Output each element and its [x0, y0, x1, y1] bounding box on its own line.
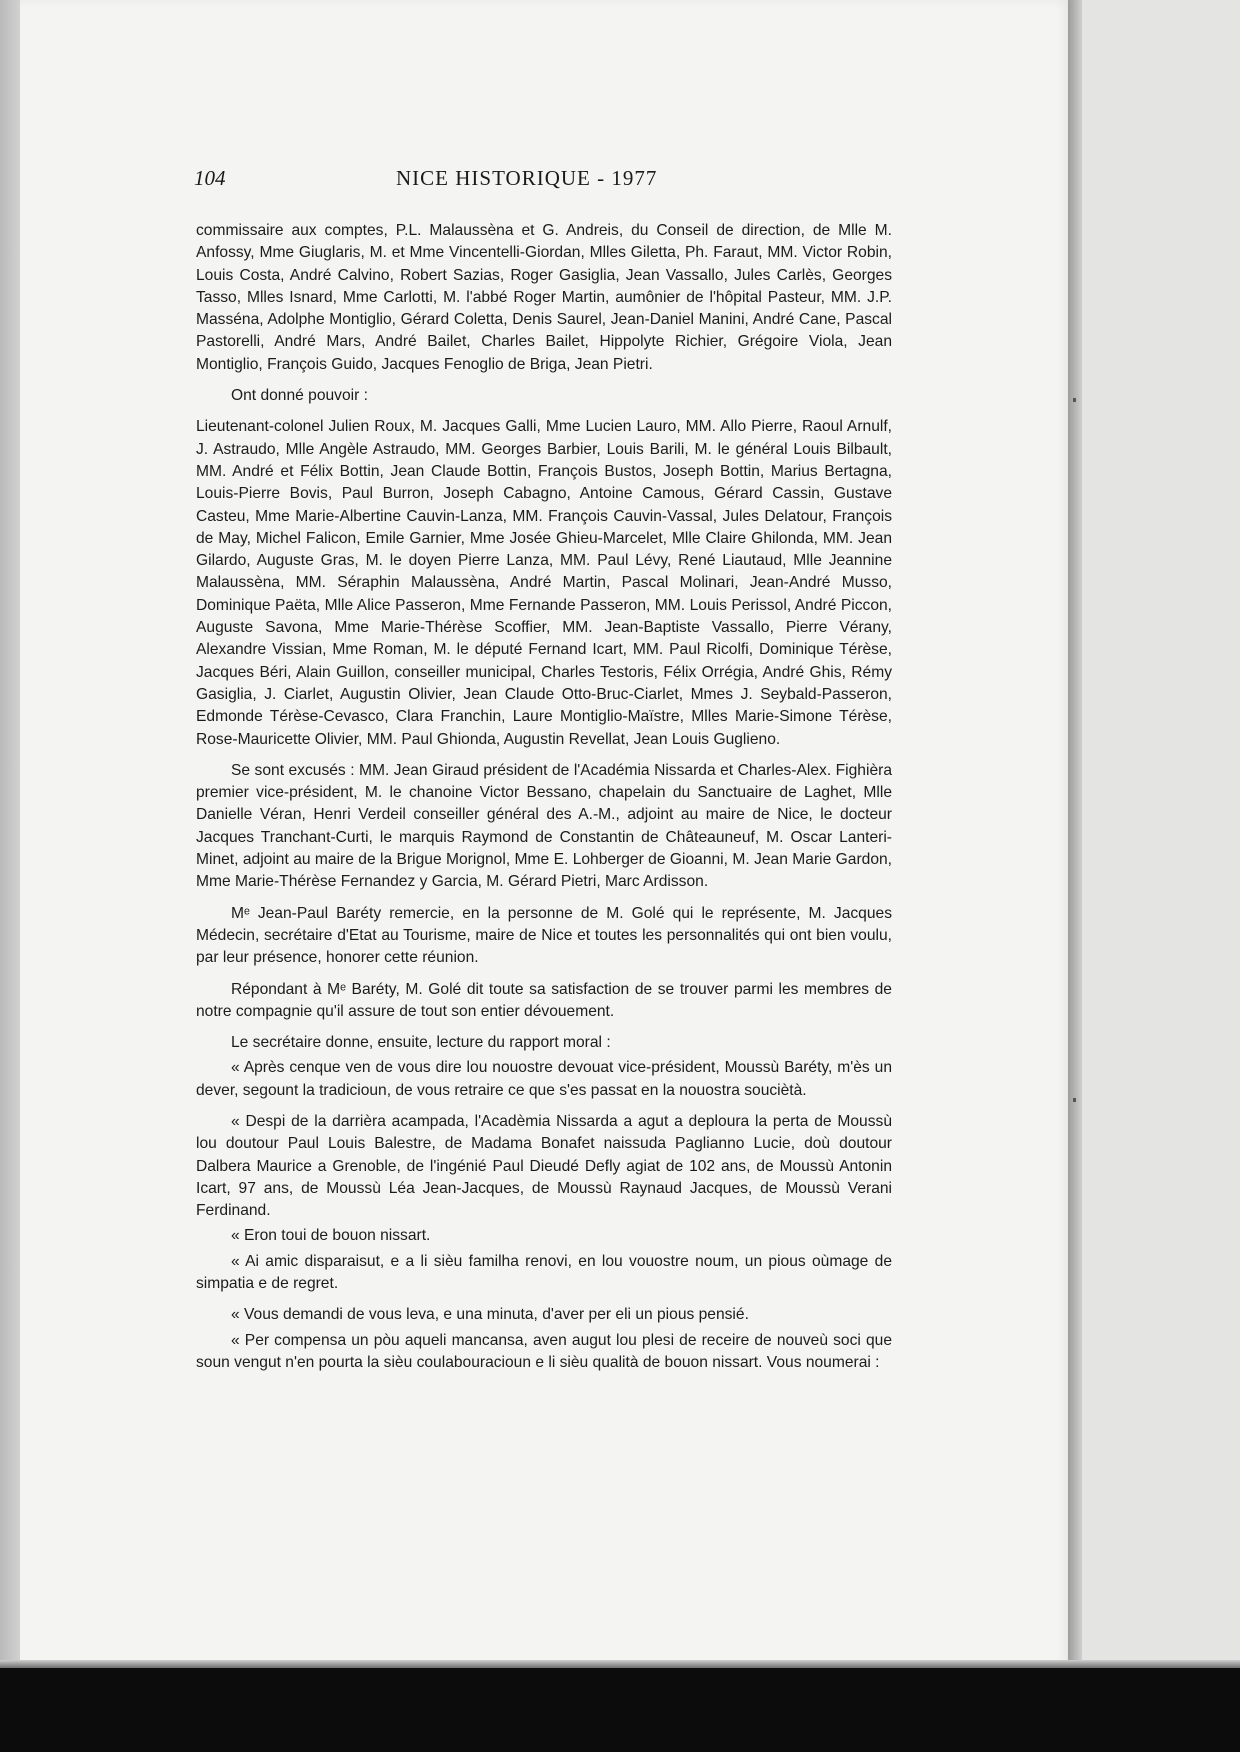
page-header: [194, 166, 934, 196]
paragraph-apologies: Se sont excusés : MM. Jean Giraud président de l'Académia Nissarda et Charles-Alex. Fighièra premier vice-président, M. le chanoine Victor Bessano, chapelain du Sanctuaire de Laghet, Mlle Danielle Véran, Henri Verdeil conseiller général des A.-M., adjoint au maire de Nice, le docteur Jacques Tranchant-Curti, le marquis Raymond de Constantin de Châteauneuf, M. Oscar Lanteri-Minet, adjoint au maire de la Brigue Morignol, Mme E. Lohberger de Gioanni, M. Jean Marie Gardon, Mme Marie-Thérèse Fernandez y Garcia, M. Gérard Pietri, Marc Ardisson.: [196, 761, 892, 891]
page-number: 104: [194, 166, 226, 190]
paragraph-proxy-heading: Ont donné pouvoir :: [231, 387, 368, 405]
paragraph-report-2: « Despi de la darrièra acampada, l'Acadèmia Nissarda a agut a deploura la perta de Moussù lou doutour Paul Louis Balestre, de Madama Bonafet naissuda Paglianno Lucie, doù doutour Dalbera Maurice a Grenoble, de l'ingénié Paul Dieudé Defly agiat de 102 ans, de Moussù Antonin Icart, 97 ans, de Moussù Léa Jean-Jacques, de Moussù Raynaud Jacques, de Moussù Verani Ferdinand.: [196, 1112, 892, 1220]
margin-mark: [1073, 1098, 1076, 1102]
paragraph-report-3: « Eron toui de bouon nissart.: [231, 1227, 431, 1245]
body-text: [196, 220, 892, 1383]
paragraph-report-4: « Ai amic disparaisut, e a li sièu familha renovi, en lou vouostre noum, un pious oùmage de simpatia e de regret.: [196, 1252, 892, 1293]
margin-mark: [1073, 398, 1076, 402]
paragraph-report-6: « Per compensa un pòu aqueli mancansa, aven augut lou plesi de receire de nouveù soci que soun vengut n'en pourta la sièu coulabouracioun e li sièu qualità de bouon nissart. Vous noumerai :: [196, 1331, 892, 1371]
running-title: NICE HISTORIQUE - 1977: [396, 166, 658, 190]
paragraph-report-1: « Après cenque ven de vous dire lou nouostre devouat vice-président, Moussù Baréty, m'ès un dever, segount la tradicioun, de vous retraire ce que s'es passat en la nouostra souciètà.: [196, 1059, 892, 1099]
paragraph-report-intro: Le secrétaire donne, ensuite, lecture du rapport moral :: [231, 1034, 611, 1052]
paragraph-thanks: Mᵉ Jean-Paul Baréty remercie, en la personne de M. Golé qui le représente, M. Jacques Médecin, secrétaire d'Etat au Tourisme, maire de Nice et toutes les personnalités qui ont bien voulu, par leur présence, honorer cette réunion.: [196, 904, 892, 967]
paragraph-proxies: Lieutenant-colonel Julien Roux, M. Jacques Galli, Mme Lucien Lauro, MM. Allo Pierre, Raoul Arnulf, J. Astraudo, Mlle Angèle Astraudo, MM. Georges Barbier, Louis Barili, M. le général Louis Bilbault, MM. André et Félix Bottin, Jean Claude Bottin, François Bustos, Joseph Bottin, Marius Bertagna, Louis-Pierre Bovis, Paul Burron, Joseph Cabagno, Antoine Camous, Gérard Cassin, Gustave Casteu, Mme Marie-Albertine Cauvin-Lanza, MM. François Cauvin-Vassal, Jules Delatour, François de May, Michel Falicon, Emile Garnier, Mme Josée Ghieu-Marcelet, Mlle Claire Ghilonda, MM. Jean Gilardo, Auguste Gras, M. le doyen Pierre Lanza, MM. Paul Lévy, René Liautaud, Mlle Jeannine Malaussèna, MM. Séraphin Malaussèna, André Martin, Pascal Molinari, Jean-André Musso, Dominique Paëta, Mlle Alice Passeron, Mme Fernande Passeron, MM. Louis Perissol, André Piccon, Auguste Savona, Mme Marie-Thérèse Scoffier, MM. Jean-Baptiste Vassallo, Pierre Vérany, Alexandre Vissian, Mme Roman, M. le député Fernand Icart, MM. Paul Ricolfi, Dominique Térèse, Jacques Béri, Alain Guillon, conseiller municipal, Charles Testoris, Félix Orrégia, André Ghis, Rémy Gasiglia, J. Ciarlet, Augustin Olivier, Jean Claude Otto-Bruc-Ciarlet, Mmes J. Seybald-Passeron, Edmonde Térèse-Cevasco, Clara Franchin, Laure Montiglio-Maïstre, Mlles Marie-Simone Térèse, Rose-Mauricette Olivier, MM. Paul Ghionda, Augustin Revellat, Jean Louis Guglieno.: [196, 418, 892, 748]
facing-page-edge: [1082, 0, 1240, 1690]
page-gutter-shadow: [1068, 0, 1082, 1690]
scan-bottom-band: [0, 1668, 1240, 1752]
paragraph-report-5: « Vous demandi de vous leva, e una minuta, d'aver per eli un pious pensié.: [231, 1306, 749, 1324]
paragraph-reply: Répondant à Mᵉ Baréty, M. Golé dit toute sa satisfaction de se trouver parmi les membres de notre compagnie qu'il assure de tout son entier dévouement.: [196, 980, 892, 1020]
paragraph-attendees: commissaire aux comptes, P.L. Malaussèna et G. Andreis, du Conseil de direction, de Mlle M. Anfossy, Mme Giuglaris, M. et Mme Vincentelli-Giordan, Mlles Giletta, Ph. Faraut, MM. Victor Robin, Louis Costa, André Calvino, Robert Sazias, Roger Gasiglia, Jean Vassallo, Jules Carlès, Georges Tasso, Mlles Isnard, Mme Carlotti, M. l'abbé Roger Martin, aumônier de l'hôpital Pasteur, MM. J.P. Masséna, Adolphe Montiglio, Gérard Coletta, Denis Saurel, Jean-Daniel Manini, André Cane, Pascal Pastorelli, André Mars, André Bailet, Charles Bailet, Hippolyte Richier, Grégoire Viola, Jean Montiglio, François Guido, Jacques Fenoglio de Briga, Jean Pietri.: [196, 222, 892, 373]
